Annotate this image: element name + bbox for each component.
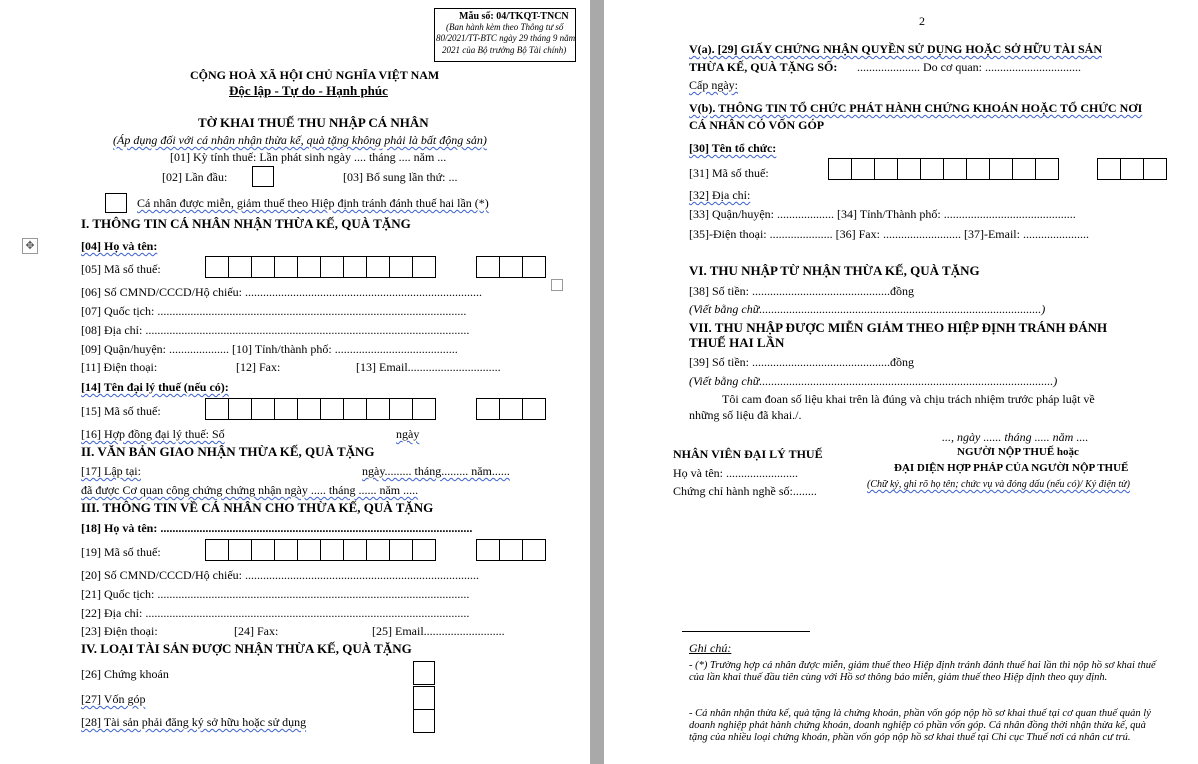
first-time-checkbox[interactable]	[252, 166, 274, 187]
field-39-words: (Viết bằng chữ..................................................................................................)	[689, 374, 1058, 388]
field-31-label: [31] Mã số thuế:	[689, 166, 769, 180]
field-24-fill	[280, 624, 370, 637]
field-17-notary: đã được Cơ quan công chứng chứng nhận ngày ..... tháng ...... năm .....	[81, 483, 419, 497]
field-33-34: [33] Quận/huyện: ................... [34] Tỉnh/Thành phố: ............................................	[689, 207, 1076, 221]
field-08: [08] Địa chỉ: ............................................................................................................	[81, 323, 470, 337]
note-1: - (*) Trường hợp cá nhân được miễn, giảm thuế theo Hiệp định tránh đánh thuế hai lần thì nộp hồ sơ khai thuế của lần khai thuế đầu tiên cùng với Hồ sơ thông báo miễn, giảm thuế theo Hiệp định theo quy định.	[689, 660, 1156, 683]
form-stamp-line2: 80/2021/TT-BTC ngày 29 tháng 9 năm	[436, 33, 576, 43]
notes-title: Ghi chú:	[689, 641, 732, 655]
section-3-title: III. THÔNG TIN VỀ CÁ NHÂN CHO THỪA KẾ, QUÀ TẶNG	[81, 500, 434, 515]
field-22: [22] Địa chỉ: ............................................................................................................	[81, 606, 470, 620]
field-12: [12] Fax:	[236, 360, 281, 374]
field-29-date: Cấp ngày:	[689, 78, 738, 92]
section-7-title-line2: THUẾ HAI LẦN	[689, 335, 785, 350]
form-subtitle: (Áp dụng đối với cá nhân nhận thừa kế, quà tặng không phải là bất động sản)	[113, 133, 487, 147]
motto: Độc lập - Tự do - Hạnh phúc	[229, 83, 388, 98]
signature-date: ..., ngày ...... tháng ..... năm ....	[942, 430, 1089, 444]
form-title: TỜ KHAI THUẾ THU NHẬP CÁ NHÂN	[198, 115, 429, 130]
field-19-label: [19] Mã số thuế:	[81, 545, 161, 559]
agent-title: NHÂN VIÊN ĐẠI LÝ THUẾ	[673, 447, 823, 461]
tax-code-cells-05[interactable]	[205, 256, 435, 278]
payer-title: NGƯỜI NỘP THUẾ hoặc	[957, 446, 1079, 458]
field-23: [23] Điện thoại:	[81, 624, 158, 638]
section-5a-issuer: ..................... Do cơ quan: ................................	[857, 60, 1081, 74]
exemption-checkbox[interactable]	[105, 193, 127, 213]
field-13: [13] Email...............................	[356, 360, 501, 374]
field-18: [18] Họ và tên: ........................................................................................................	[81, 521, 473, 535]
field-27: [27] Vốn góp	[81, 692, 146, 706]
field-16: [16] Hợp đồng đại lý thuế: Số	[81, 427, 225, 441]
field-39: [39] Số tiền: ..............................................đồng	[689, 355, 914, 369]
field-04-label: [04] Họ và tên:	[81, 239, 158, 253]
field-17-date: ngày......... tháng......... năm......	[362, 464, 510, 478]
tax-code-cells-19[interactable]	[205, 539, 435, 561]
section-5b-title-line2: CÁ NHÂN CÓ VỐN GÓP	[689, 118, 825, 132]
section-2-title: II. VĂN BẢN GIAO NHẬN THỪA KẾ, QUÀ TẶNG	[81, 444, 375, 459]
form-number: Mẫu số: 04/TKQT-TNCN	[459, 11, 569, 22]
field-17: [17] Lập tại:	[81, 464, 141, 478]
exemption-label: Cá nhân được miễn, giảm thuế theo Hiệp định tránh đánh thuế hai lần (*)	[137, 196, 489, 210]
field-16-date: ngày	[396, 427, 420, 441]
section-5b-title-line1: V(b). THÔNG TIN TỔ CHỨC PHÁT HÀNH CHỨNG KHOÁN HOẶC TỔ CHỨC NƠI	[689, 101, 1143, 115]
tax-code-suffix-cells-19[interactable]	[476, 539, 545, 561]
field-38: [38] Số tiền: ..............................................đồng	[689, 284, 914, 298]
capital-checkbox[interactable]	[413, 686, 435, 710]
document-page-2	[604, 0, 1198, 764]
field-26: [26] Chứng khoán	[81, 667, 169, 681]
form-stamp-line1: (Ban hành kèm theo Thông tư số	[446, 22, 564, 32]
tax-code-suffix-cells-05[interactable]	[476, 256, 545, 278]
field-01: [01] Kỳ tính thuế: Lần phát sinh ngày .... tháng .... năm ...	[170, 150, 447, 164]
field-05-label: [05] Mã số thuế:	[81, 262, 161, 276]
declaration-line2: những số liệu đã khai./.	[689, 408, 802, 422]
tax-code-cells-31[interactable]	[828, 158, 1058, 180]
field-11: [11] Điện thoại:	[81, 360, 158, 374]
field-35-37: [35]-Điện thoại: ..................... [36] Fax: .......................... [37]-Email: ......................	[689, 227, 1089, 241]
tax-code-suffix-cells-31[interactable]	[1097, 158, 1166, 180]
field-25: [25] Email...........................	[372, 624, 505, 638]
field-20: [20] Số CMND/CCCD/Hộ chiếu: ..............................................................................	[81, 568, 480, 582]
section-5a-title-line2: THỪA KẾ, QUÀ TẶNG SỐ:	[689, 60, 838, 74]
field-32: [32] Địa chỉ:	[689, 188, 751, 202]
field-38-words: (Viết bằng chữ..............................................................................................)	[689, 302, 1046, 316]
agent-name: Họ và tên: ........................	[673, 466, 798, 480]
field-11-fill	[152, 360, 234, 373]
table-resize-handle[interactable]	[551, 279, 563, 291]
note-2: - Cá nhân nhận thừa kế, quà tặng là chứng khoán, phần vốn góp nộp hồ sơ khai thuế tại cơ quan thuế quản lý doanh nghiệp phát hành chứng khoán, doanh nghiệp có phần vốn góp. Cá nhân đồng thời nhận thừa kế, quà tặng của nhiều loại chứng khoán, phần vốn góp nộp hồ sơ khai thuế tại Chi cục Thuế nơi cá nhân cư trú.	[689, 708, 1151, 743]
field-09-10: [09] Quận/huyện: .................... [10] Tỉnh/thành phố: .........................................	[81, 342, 458, 356]
payer-signature-note: (Chữ ký, ghi rõ họ tên; chức vụ và đóng dấu (nếu có)/ Ký điện tử)	[867, 479, 1130, 490]
field-24: [24] Fax:	[234, 624, 279, 638]
tax-code-cells-15[interactable]	[205, 398, 435, 420]
form-stamp-line3: 2021 của Bộ trưởng Bộ Tài chính)	[442, 45, 567, 55]
document-page-1	[0, 0, 590, 764]
field-23-fill	[152, 624, 232, 637]
field-12-fill	[282, 360, 352, 373]
field-14-label: [14] Tên đại lý thuế (nếu có):	[81, 380, 229, 394]
tax-code-suffix-cells-15[interactable]	[476, 398, 545, 420]
page-number: 2	[919, 14, 925, 28]
field-02-label: [02] Lần đầu:	[162, 170, 228, 184]
registered-asset-checkbox[interactable]	[413, 709, 435, 733]
section-4-title: IV. LOẠI TÀI SẢN ĐƯỢC NHẬN THỪA KẾ, QUÀ TẶNG	[81, 641, 412, 656]
payer-representative: ĐẠI DIỆN HỢP PHÁP CỦA NGƯỜI NỘP THUẾ	[894, 462, 1129, 474]
section-7-title-line1: VII. THU NHẬP ĐƯỢC MIỄN GIẢM THEO HIỆP ĐỊNH TRÁNH ĐÁNH	[689, 320, 1108, 335]
section-6-title: VI. THU NHẬP TỪ NHẬN THỪA KẾ, QUÀ TẶNG	[689, 263, 980, 278]
field-15-label: [15] Mã số thuế:	[81, 404, 161, 418]
agent-certificate: Chứng chỉ hành nghề số:........	[673, 484, 817, 498]
field-28: [28] Tài sản phải đăng ký sở hữu hoặc sử dụng	[81, 715, 307, 729]
declaration-line1: Tôi cam đoan số liệu khai trên là đúng và chịu trách nhiệm trước pháp luật về	[722, 392, 1095, 406]
securities-checkbox[interactable]	[413, 661, 435, 685]
field-03-label: [03] Bổ sung lần thứ: ...	[343, 170, 458, 184]
table-move-icon[interactable]: ✥	[22, 238, 38, 254]
notes-divider	[682, 631, 810, 632]
field-06: [06] Số CMND/CCCD/Hộ chiếu: ...............................................................................	[81, 285, 483, 299]
country-heading: CỘNG HOÀ XÃ HỘI CHỦ NGHĨA VIỆT NAM	[190, 68, 440, 82]
field-30: [30] Tên tổ chức:	[689, 141, 777, 155]
field-07: [07] Quốc tịch: .......................................................................................................	[81, 304, 467, 318]
section-1-title: I. THÔNG TIN CÁ NHÂN NHẬN THỪA KẾ, QUÀ TẶNG	[81, 216, 411, 231]
section-5a-title-line1: V(a). [29] GIẤY CHỨNG NHẬN QUYỀN SỬ DỤNG HOẶC SỞ HỮU TÀI SẢN	[689, 42, 1103, 56]
field-21: [21] Quốc tịch: ........................................................................................................	[81, 587, 470, 601]
